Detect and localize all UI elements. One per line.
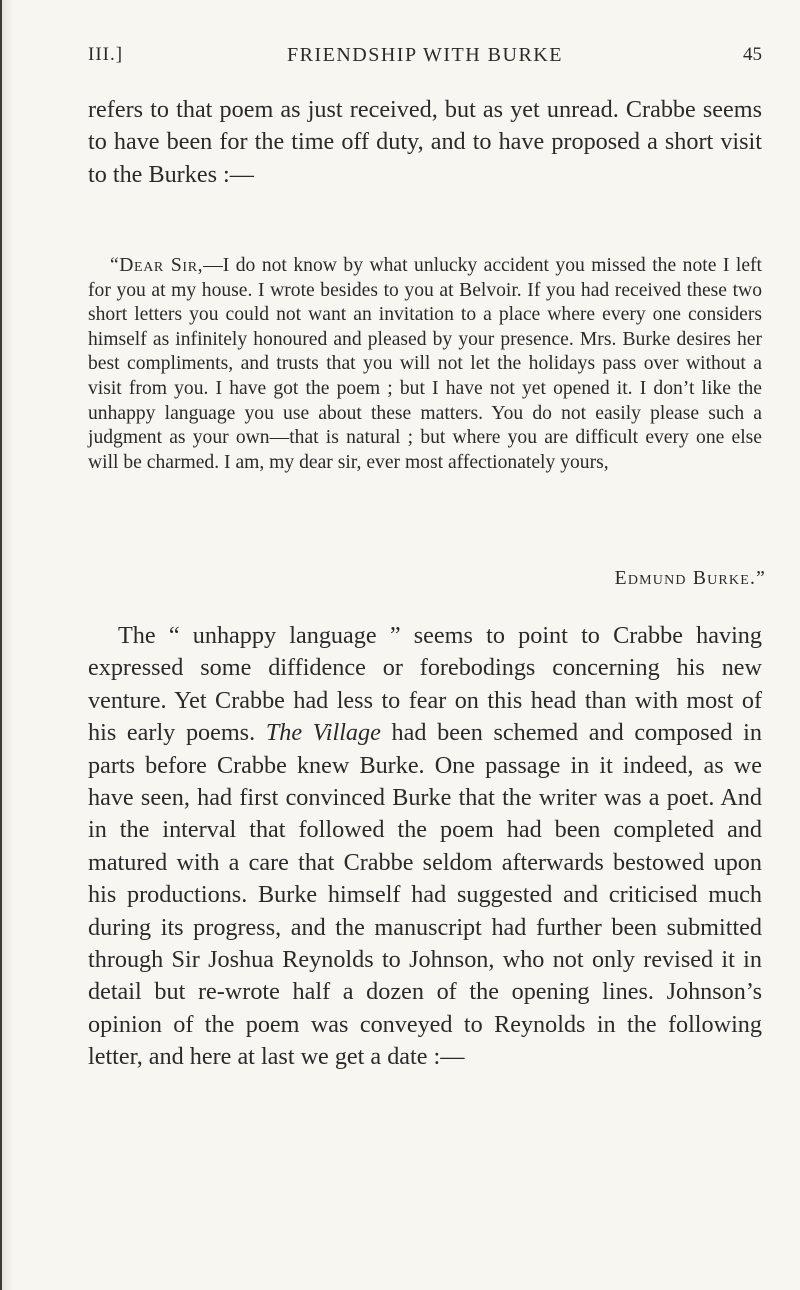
- letter-signature: Edmund Burke.”: [614, 568, 766, 589]
- page-binding-edge: [0, 0, 14, 1290]
- letter-salutation: “Dear Sir,: [110, 255, 204, 276]
- commentary-text-b: had been schemed and composed in parts before Crabbe knew Burke. One passage in it indeed, as we have seen, had first convinced Burke that the writer was a poet. And in the interval that followed the poem had been completed and matured with a care that Crabbe seldom afterwards bestowed upon his productions. Burke himself had suggested and criticised much during its progress, and the manuscript had further been submitted through Sir Joshua Reynolds to Johnson, who not only revised it in detail but re-wrote half a dozen of the opening lines. Johnson’s opinion of the poem was conveyed to Reynolds in the following letter, and here at last we get a date :—: [88, 719, 762, 1071]
- chapter-marker: III.]: [88, 44, 124, 65]
- page-number: 45: [743, 44, 762, 65]
- running-title: FRIENDSHIP WITH BURKE: [287, 44, 563, 66]
- running-header: [88, 44, 762, 68]
- letter-text: —I do not know by what unlucky accident you missed the note I left for you at my house. I wrote besides to you at Belvoir. If you had received these two short letters you could not want an invitation to a place where every one considers himself as infinitely honoured and pleased by your presence. Mrs. Burke desires her best compliments, and trusts that you will not let the holidays pass over without a visit from you. I have got the poem ; but I have not yet opened it. I don’t like the unhappy language you use about these matters. You do not easily please such a judgment as your own—that is natural ; but where you are difficult every one else will be charmed. I am, my dear sir, ever most affectionately yours,: [88, 255, 762, 473]
- poem-title: The Village: [265, 719, 381, 747]
- commentary-text-a: The “ unhappy language ” seems to point to Crabbe having expressed some diffidence or forebodings concerning his new venture. Yet Crabbe had less to fear on this head than with most of his early poems.: [88, 622, 762, 747]
- commentary-paragraph: [88, 620, 762, 1074]
- opening-paragraph: refers to that poem as just received, but as yet unread. Crabbe seems to have been for the time off duty, and to have proposed a short visit to the Burkes :—: [88, 96, 762, 188]
- quoted-letter: [88, 254, 762, 475]
- letter-body: [88, 254, 762, 475]
